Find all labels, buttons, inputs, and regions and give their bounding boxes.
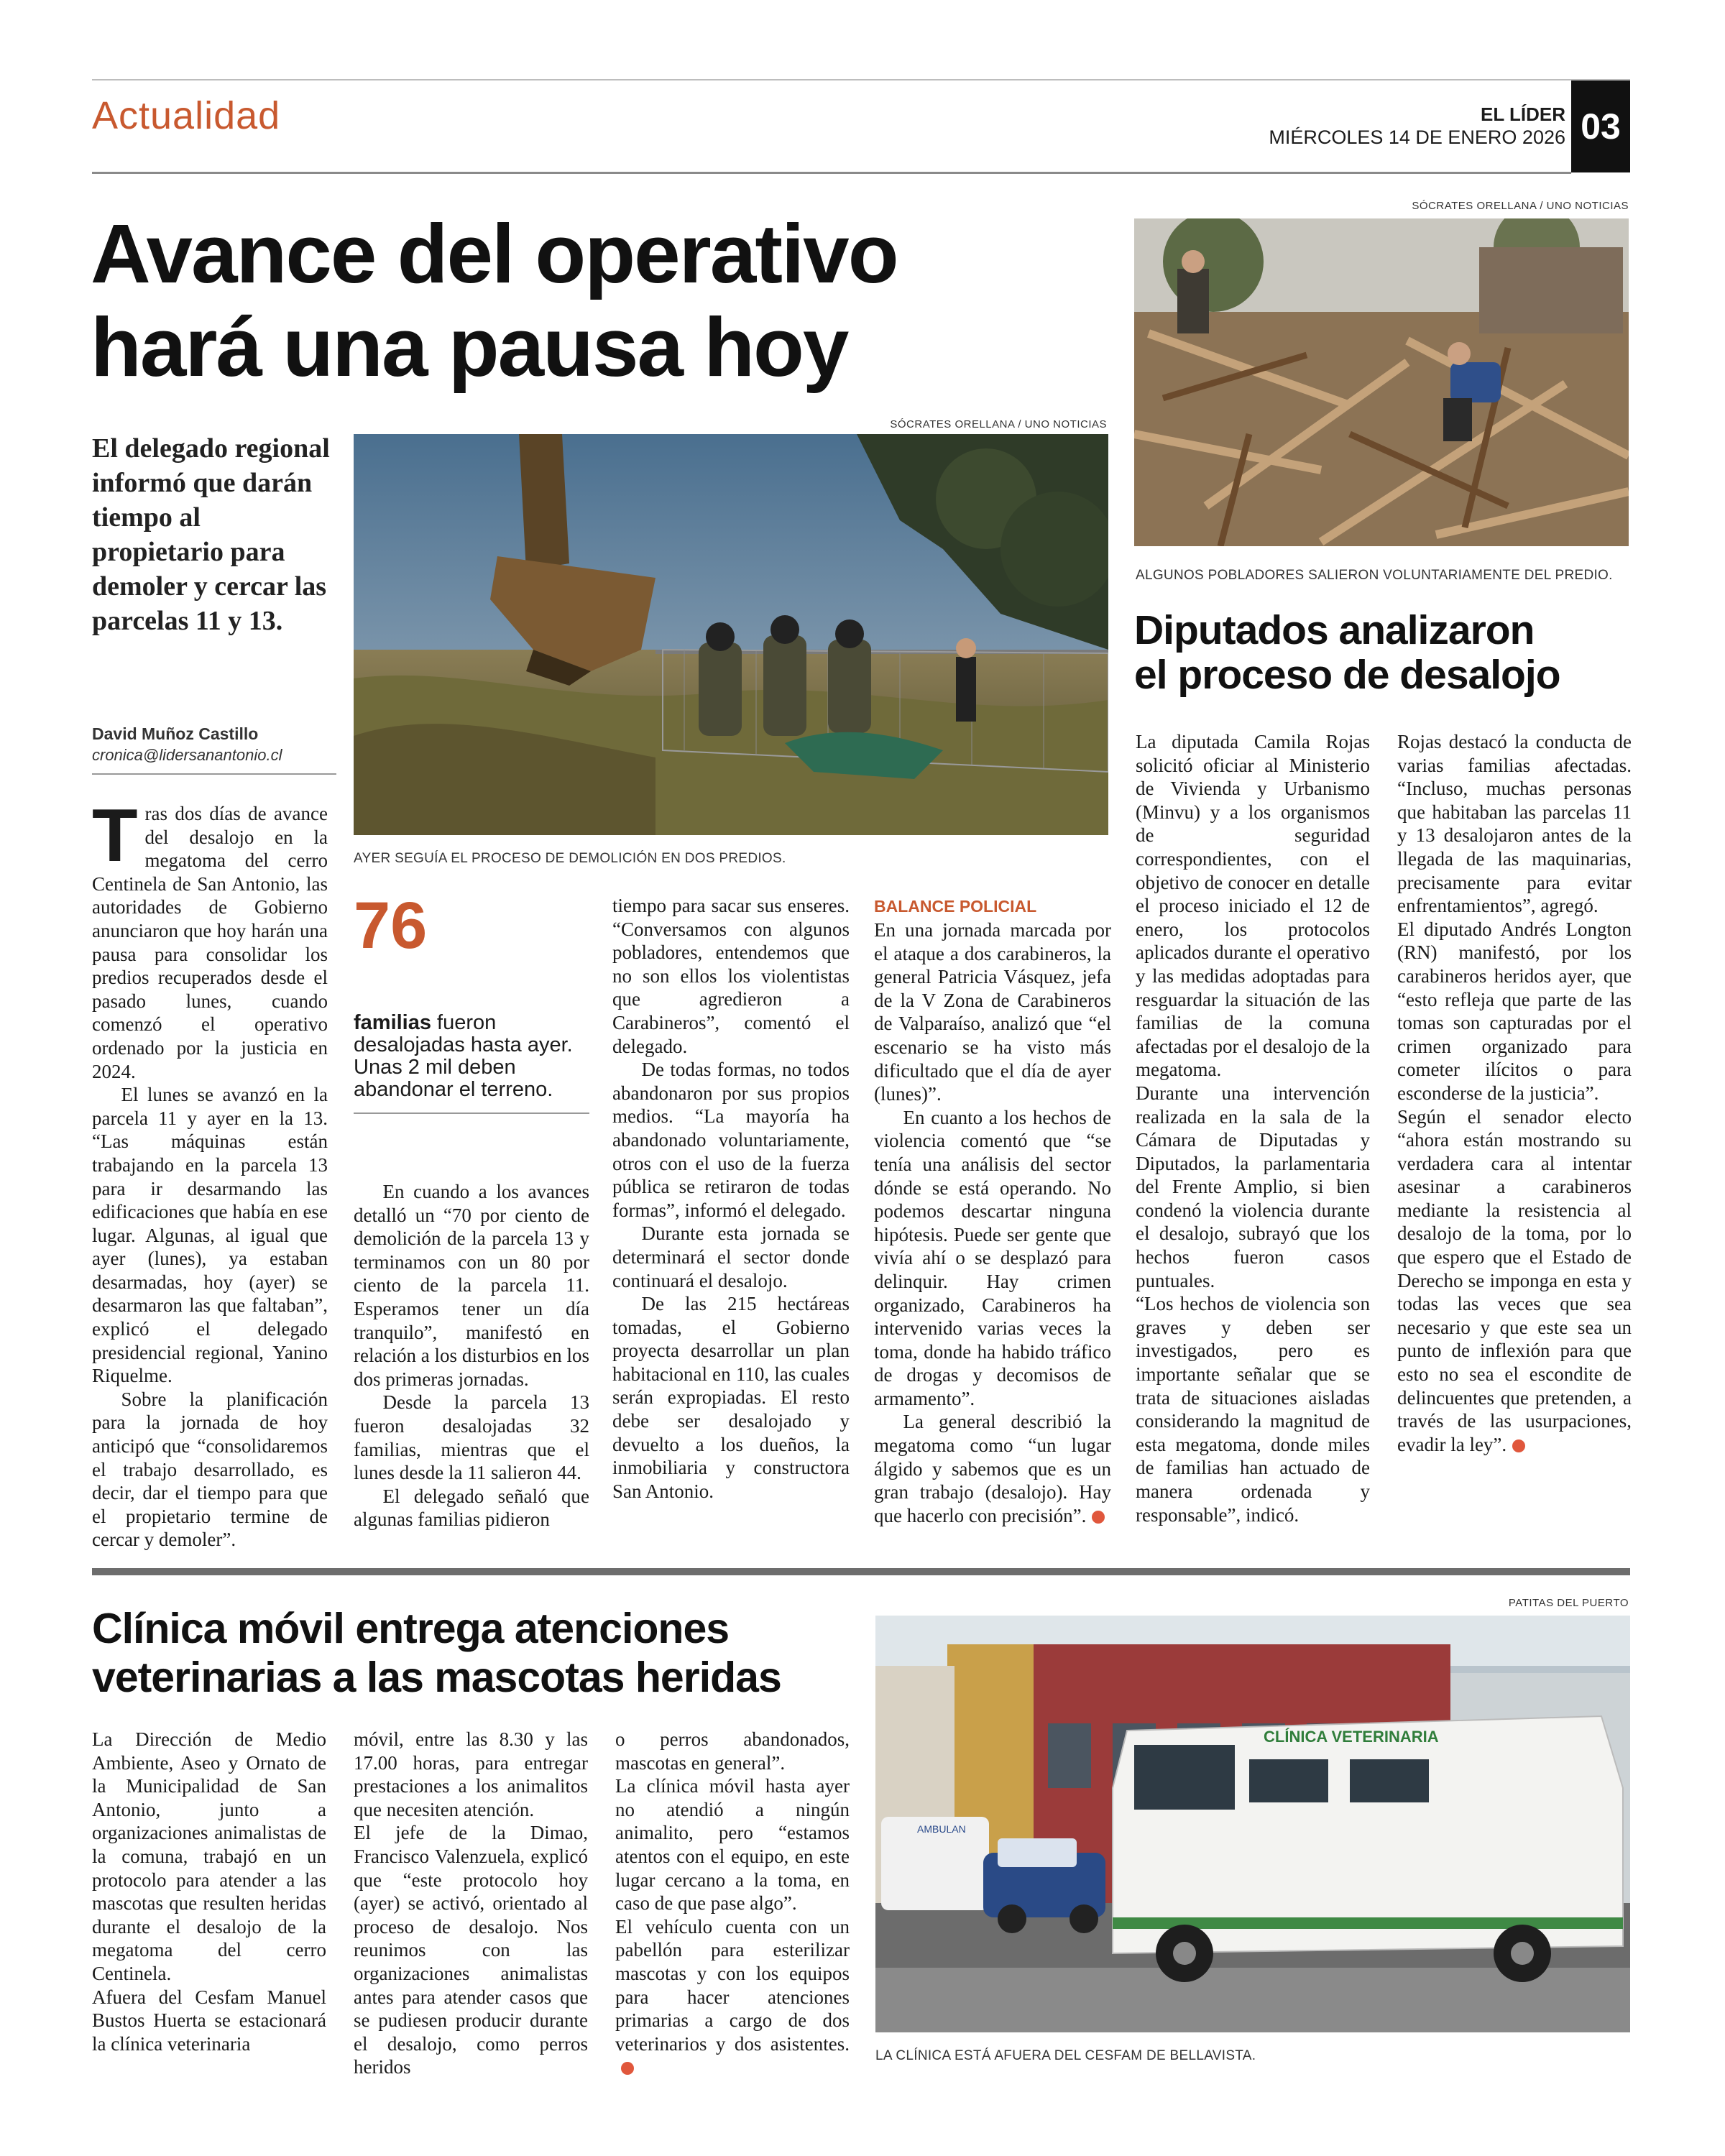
main-col4-para3 — [874, 1410, 1111, 1527]
section-label: Actualidad — [92, 94, 281, 137]
page-number: 03 — [1571, 80, 1630, 172]
side-headline — [1134, 608, 1630, 697]
byline-author: David Muñoz Castillo — [92, 724, 259, 743]
bottom-headline — [92, 1604, 868, 1702]
paper-name: EL LÍDER — [1481, 103, 1565, 125]
main-col4 — [874, 918, 1111, 1527]
issue-date: MIÉRCOLES 14 DE ENERO 2026 — [1269, 126, 1565, 148]
stat-rule — [354, 1112, 589, 1114]
ambulance-label: AMBULAN — [917, 1823, 966, 1835]
main-col3-para1: tiempo para sacar sus enseres. “Conversamos con algunos pobladores, entendemos que no son ellos los violentistas que agredieron a Carabineros”, comentó el delegado. — [612, 895, 850, 1057]
side-photo-caption: ALGUNOS POBLADORES SALIERON VOLUNTARIAMENTE DEL PREDIO. — [1136, 568, 1613, 583]
stat-rest: fueron desalojadas hasta ayer. Unas 2 mil deben abandonar el terreno. — [354, 1011, 573, 1101]
main-headline — [91, 207, 1111, 394]
main-col2 — [354, 1180, 589, 1531]
main-col4-para1: En una jornada marcada por el ataque a dos carabineros, la general Patricia Vásquez, jefa de la V Zona de Carabineros de Valparaíso, analizó que “el escenario se ha visto más dificultado que el día de ayer (lunes)”. — [874, 919, 1111, 1105]
main-col3-para3: Durante esta jornada se determinará el sector donde continuará el desalojo. — [612, 1222, 850, 1291]
side-photo-credit: SÓCRATES ORELLANA / UNO NOTICIAS — [1412, 200, 1629, 212]
bottom-col3-para1: o perros abandonados, mascotas en general”. — [615, 1728, 850, 1774]
main-col2-para1: En cuando a los avances detalló un “70 por ciento de demolición de la parcela 13 y terminamos con un 80 por ciento de la parcela 11. Esperamos tener un día tranquilo”, manifestó en relación a los disturbios en los dos primeras jornadas. — [354, 1181, 589, 1390]
byline-email: cronica@lidersanantonio.cl — [92, 746, 282, 764]
main-headline-line1: Avance del operativo — [91, 207, 898, 300]
side-headline-line2: el proceso de desalojo — [1134, 652, 1560, 698]
main-photo — [354, 434, 1108, 835]
bottom-col2-para2: El jefe de la Dimao, Francisco Valenzuela, explicó que “este protocolo hoy (ayer) se activó, orientado al proceso de desalojo. Nos reunimos con las organizaciones animalistas antes para atender casos que se pudiesen producir durante el desalojo, como perros heridos — [354, 1822, 588, 2078]
bottom-col3-para2: La clínica móvil hasta ayer no atendió a ningún animalito, pero “estamos atentos con el equipo, en este lugar cercano a la toma, en caso de que pase algo”. — [615, 1775, 850, 1915]
side-headline-line1: Diputados analizaron — [1134, 607, 1535, 653]
stat-text — [354, 1012, 591, 1101]
stat-number: 76 — [354, 889, 428, 962]
bottom-col3 — [615, 1728, 850, 2079]
bottom-photo-credit: PATITAS DEL PUERTO — [1508, 1597, 1629, 1609]
main-col1 — [92, 794, 328, 1552]
rubble-photo-image — [1134, 218, 1629, 546]
byline-rule — [92, 773, 336, 775]
end-mark-icon — [1512, 1439, 1525, 1452]
bottom-headline-line2: veterinarias a las mascotas heridas — [92, 1654, 781, 1701]
bottom-col1 — [92, 1728, 326, 2055]
side-col1-para3: “Los hechos de violencia son graves y deben ser investigados, pero es importante señalar que se trata de situaciones aisladas considerando la magnitud de esta megatoma, donde miles de familias han actuado de manera ordenada y responsable”, indicó. — [1136, 1293, 1370, 1526]
end-mark-icon — [621, 2062, 634, 2075]
side-col2-para2: El diputado Andrés Longton (RN) manifestó, por los carabineros heridos ayer, que “esto refleja que parte de las tomas son capturadas por el crimen organizado para cometer ilícitos o para esconderse de la justicia”. — [1397, 918, 1632, 1104]
bottom-photo — [875, 1616, 1630, 2032]
side-col1-para1: La diputada Camila Rojas solicitó oficiar al Ministerio de Vivienda y Urbanismo (Minvu) y a los organismos de seguridad correspondientes, con el objetivo de conocer en detalle el proceso iniciado el 12 de enero, los protocolos aplicados durante el operativo y las medidas adoptadas para resguardar la situación de las familias de la comuna afectadas por el desalojo de la megatoma. — [1136, 731, 1370, 1081]
bottom-headline-line1: Clínica móvil entrega atenciones — [92, 1605, 730, 1652]
main-col1-text1: ras dos días de avance del desalojo en la megatoma del cerro Centinela de San Antonio, las autoridades de Gobierno anunciaron que hoy harán una pausa para consolidar los predios recuperados desde el pasado lunes, cuando comenzó el operativo ordenado por la justicia en 2024. — [92, 803, 328, 1082]
bottom-col2 — [354, 1728, 588, 2079]
balance-label: BALANCE POLICIAL — [874, 897, 1037, 916]
side-col1-para2: Durante una intervención realizada en la sala de la Cámara de Diputadas y Diputados, la parlamentaria del Frente Amplio, si bien condenó la violencia durante el desalojo, subrayó que los hechos fueron casos puntuales. — [1136, 1082, 1370, 1291]
side-photo — [1134, 218, 1629, 546]
header-rule — [92, 172, 1571, 174]
side-col2-para1: Rojas destacó la conducta de varias familias afectadas. “Incluso, muchas personas que habitaban las parcelas 11 y 13 desalojaron antes de la llegada de las maquinarias, precisamente para evitar enfrentamientos”, agregó. — [1397, 731, 1632, 917]
bottom-photo-caption: LA CLÍNICA ESTÁ AFUERA DEL CESFAM DE BELLAVISTA. — [875, 2048, 1256, 2063]
demolition-photo-image — [354, 434, 1108, 835]
van-label: CLÍNICA VETERINARIA — [1264, 1728, 1439, 1746]
main-col4-para2: En cuanto a los hechos de violencia comentó que “se tenía una análisis del sector dónde se está operando. No podemos descartar ninguna hipótesis. Puede ser gente que vivía ahí o se desplazó para delinquir. Hay crimen organizado, Carabineros ha intervenido varias veces la toma, donde ha habido tráfico de drogas y decomisos de armamento”. — [874, 1106, 1111, 1409]
stat-bold: familias — [354, 1011, 431, 1034]
main-col2-para2: Desde la parcela 13 fueron desalojadas 32 familias, mientras que el lunes desde la 11 salieron 44. — [354, 1391, 589, 1484]
top-rule — [92, 79, 1630, 80]
side-col2 — [1397, 730, 1632, 1456]
side-col1 — [1136, 730, 1370, 1526]
end-mark-icon — [1092, 1511, 1105, 1524]
side-col2-para3 — [1397, 1105, 1632, 1457]
bottom-col1-para1: La Dirección de Medio Ambiente, Aseo y Ornato de la Municipalidad de San Antonio, junto a organizaciones animalistas de la comuna, trabajó en un protocolo para atender a las mascotas que resulten heridas durante el desalojo de la megatoma del cerro Centinela. — [92, 1728, 326, 1984]
main-photo-credit: SÓCRATES ORELLANA / UNO NOTICIAS — [890, 418, 1107, 430]
main-deck: El delegado regional informó que darán tiempo al propietario para demoler y cercar las parcelas 11 y 13. — [92, 433, 330, 636]
drop-cap: T — [92, 794, 138, 877]
bottom-col1-para2: Afuera del Cesfam Manuel Bustos Huerta se estacionará la clínica veterinaria — [92, 1986, 326, 2055]
main-col2-para3: El delegado señaló que algunas familias pidieron — [354, 1485, 589, 1531]
main-col1-para1 — [92, 794, 328, 1083]
main-photo-caption: AYER SEGUÍA EL PROCESO DE DEMOLICIÓN EN DOS PREDIOS. — [354, 851, 786, 866]
main-col3-para2: De todas formas, no todos abandonaron por sus propios medios. “La mayoría ha abandonado voluntariamente, otros con el uso de la fuerza pública se retiraron de todas formas”, informó el delegado. — [612, 1059, 850, 1221]
main-col4-text3: La general describió la megatoma como “un lugar álgido y sabemos que es un gran trabajo (desalojo). Hay que hacerlo con precisión”. — [874, 1411, 1111, 1526]
main-headline-line2: hará una pausa hoy — [91, 300, 848, 394]
section-divider — [92, 1568, 1630, 1575]
bottom-col3-text3: El vehículo cuenta con un pabellón para esterilizar mascotas y con los equipos para hacer atenciones primarias a cargo de dos veterinarios y dos asistentes. — [615, 1915, 850, 2055]
side-col2-text3: Según el senador electo “ahora están mostrando su verdadera cara al intentar asesinar a carabineros mediante la resistencia al desalojo de la toma, por lo que espero que el Estado de Derecho se imponga en esta y todas las veces que sea necesario y que este sea un punto de inflexión para que esto no sea el escondite de delincuentes que pretenden, a través de las usurpaciones, evadir la ley”. — [1397, 1105, 1632, 1455]
bottom-col3-para3 — [615, 1915, 850, 2079]
main-col3 — [612, 894, 850, 1503]
main-col1-para3: Sobre la planificación para la jornada de hoy anticipó que “consolidaremos el trabajo desarrollado, es decir, dar el tiempo para que el propietario termine de cercar y demoler”. — [92, 1388, 328, 1551]
main-col3-para4: De las 215 hectáreas tomadas, el Gobierno proyecta desarrollar un plan habitacional en 110, las cuales serán expropiadas. El resto debe ser desalojado y devuelto a los dueños, la inmobiliaria y constructora San Antonio. — [612, 1293, 850, 1502]
main-col1-para2: El lunes se avanzó en la parcela 11 y ayer en la 13. “Las máquinas están trabajando en la parcela 13 para ir desarmando las edificaciones que había en ese lugar. Algunas, al igual que ayer (lunes), ya estaban desarmadas, hoy (ayer) se desarmaron las que faltaban”, explicó el delegado presidencial regional, Yanino Riquelme. — [92, 1084, 328, 1387]
bottom-col2-para1: móvil, entre las 8.30 y las 17.00 horas, para entregar prestaciones a los animalitos que necesiten atención. — [354, 1728, 588, 1820]
